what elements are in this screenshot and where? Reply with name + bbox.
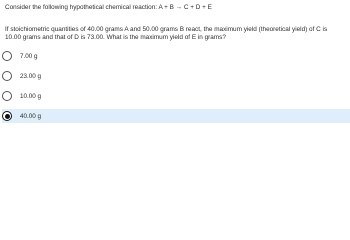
answer-option-40g[interactable]	[2, 109, 350, 123]
radio-button[interactable]	[2, 51, 12, 61]
answer-option-label: 7.00 g	[20, 52, 38, 60]
radio-button[interactable]	[2, 71, 12, 81]
question-stem-line-2: 10.00 grams and that of D is 73.00. What is the maximum yield of E in grams?	[5, 34, 226, 41]
answer-option-10g[interactable]	[2, 89, 350, 103]
answer-option-7g[interactable]	[2, 49, 350, 63]
answer-options	[2, 49, 350, 129]
question-reaction-line: Consider the following hypothetical chemical reaction: A + B → C + D + E	[5, 4, 212, 11]
answer-option-label: 40.00 g	[20, 112, 42, 120]
radio-button-selected[interactable]	[2, 111, 12, 121]
answer-option-label: 23.00 g	[20, 72, 42, 80]
answer-option-label: 10.00 g	[20, 92, 42, 100]
answer-option-23g[interactable]	[2, 69, 350, 83]
question-stem-line-1: If stoichiometric quantities of 40.00 grams A and 50.00 grams B react, the maximum yield (theoretical yield) of C is	[5, 26, 328, 33]
radio-button[interactable]	[2, 91, 12, 101]
